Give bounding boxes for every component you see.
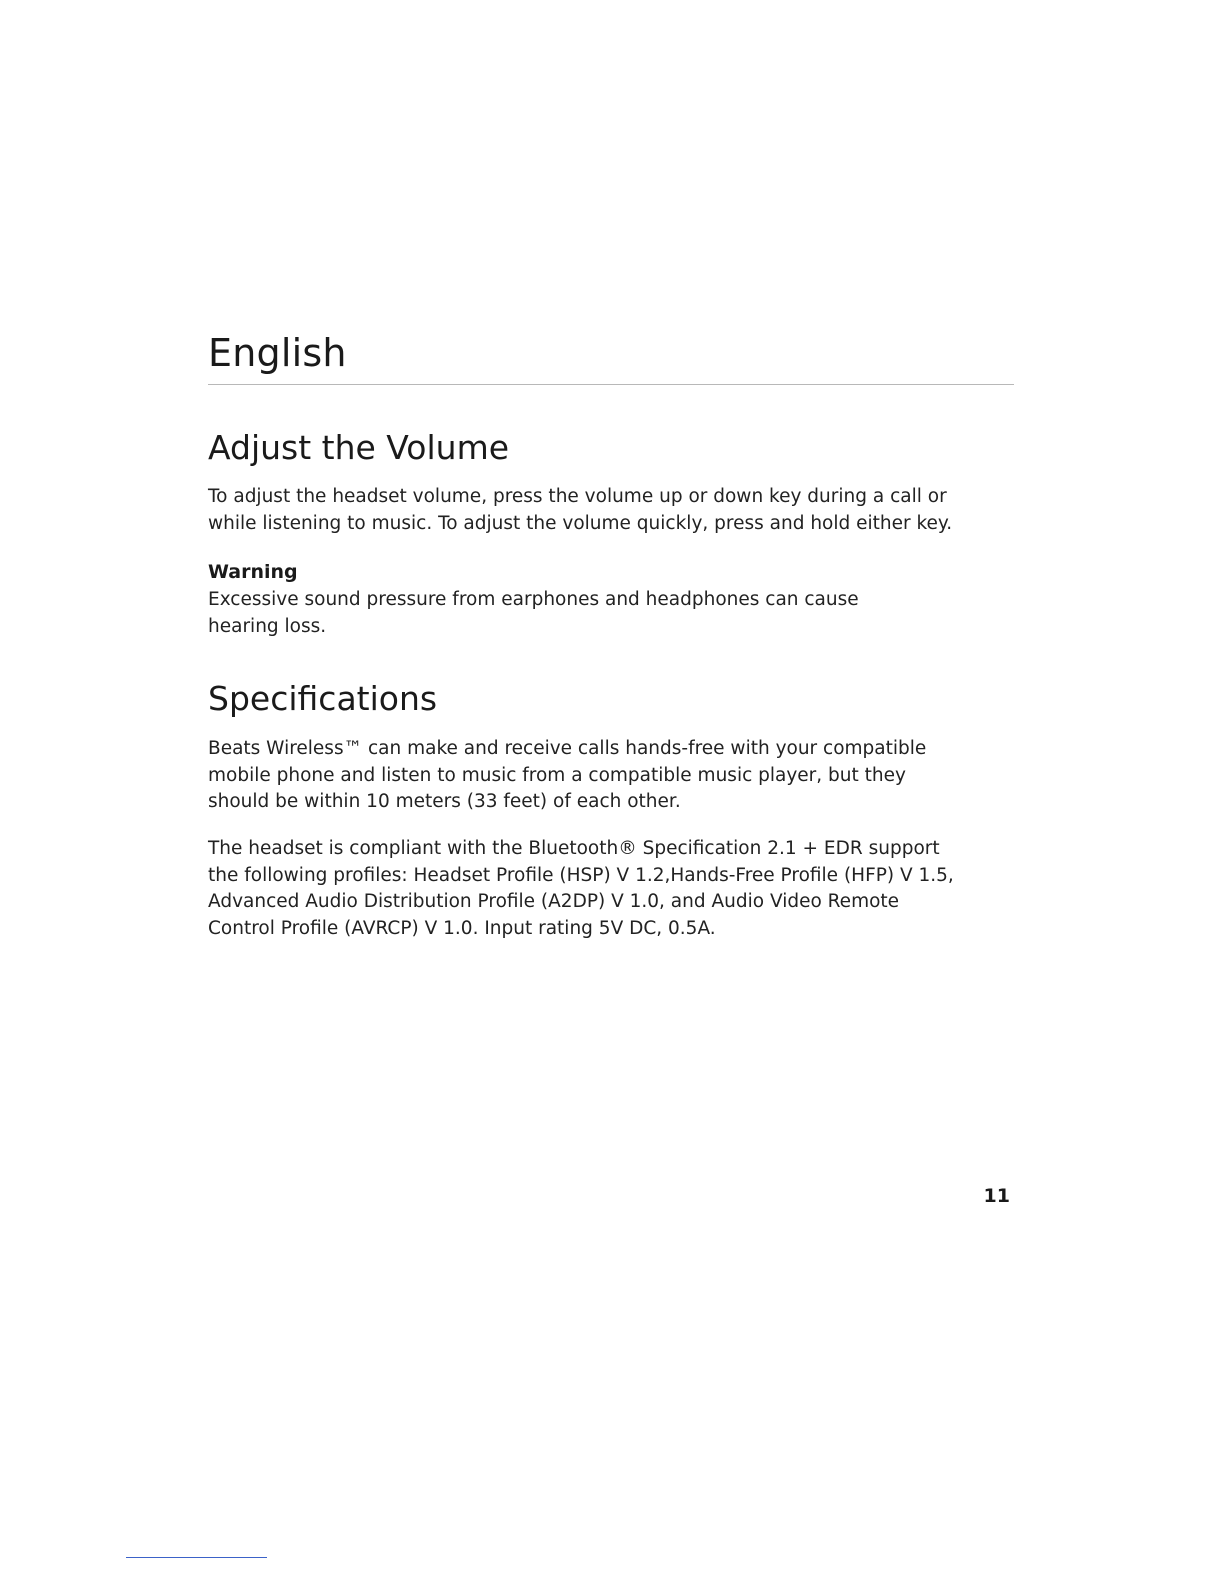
warning-label: Warning bbox=[208, 561, 298, 583]
adjust-volume-line-1: To adjust the headset volume, press the volume up or down key during a call or bbox=[208, 486, 947, 507]
adjust-volume-line-2: while listening to music. To adjust the volume quickly, press and hold either key. bbox=[208, 512, 953, 534]
language-title: English bbox=[208, 331, 347, 375]
specifications-paragraph-2 bbox=[208, 836, 1014, 942]
spec-para2-line-2: the following profiles: Headset Profile (HSP) V 1.2,Hands-Free Profile (HFP) V 1.5, bbox=[208, 864, 954, 886]
page-number: 11 bbox=[983, 1185, 1010, 1207]
warning-paragraph bbox=[208, 587, 1014, 640]
spec-para1-line-2: mobile phone and listen to music from a compatible music player, but they bbox=[208, 764, 906, 786]
specifications-heading: Specifications bbox=[208, 679, 438, 718]
spec-para1-line-1: Beats Wireless™ can make and receive calls hands-free with your compatible bbox=[208, 738, 927, 759]
warning-line-2: hearing loss. bbox=[208, 615, 327, 637]
title-divider bbox=[208, 384, 1014, 385]
warning-line-1: Excessive sound pressure from earphones and headphones can cause bbox=[208, 589, 859, 610]
adjust-volume-heading: Adjust the Volume bbox=[208, 428, 510, 467]
spec-para1-line-3: should be within 10 meters (33 feet) of each other. bbox=[208, 791, 681, 812]
footnote-separator bbox=[126, 1557, 267, 1558]
spec-para2-line-1: The headset is compliant with the Bluetooth® Specification 2.1 + EDR support bbox=[208, 838, 940, 859]
adjust-volume-paragraph bbox=[208, 484, 1014, 537]
specifications-paragraph-1 bbox=[208, 736, 1014, 816]
spec-para2-line-3: Advanced Audio Distribution Profile (A2DP) V 1.0, and Audio Video Remote bbox=[208, 891, 900, 912]
spec-para2-line-4: Control Profile (AVRCP) V 1.0. Input rating 5V DC, 0.5A. bbox=[208, 917, 716, 939]
